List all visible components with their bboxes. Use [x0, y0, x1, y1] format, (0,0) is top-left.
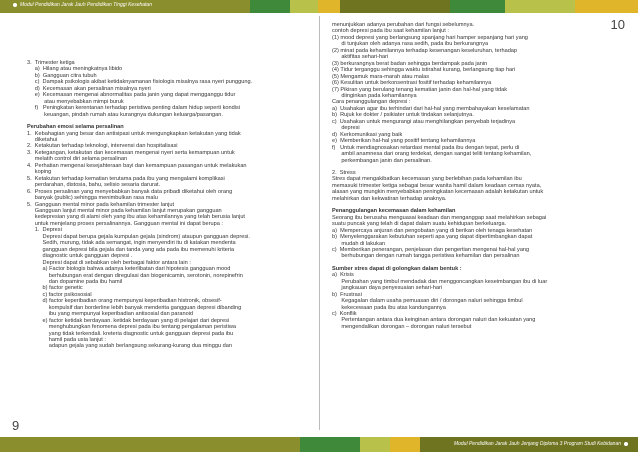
text-line: Seorang ibu berusaha menguasai keadaan dan menganggap saat melahirkan sebagai: [332, 214, 547, 221]
text-line: Cara penanggulangan depresi :: [332, 99, 411, 106]
text-line: gangguan depresi bila gejala dan tanda yang ada pada ibu memenuhi kriteria: [27, 246, 235, 253]
text-line: Depresi dapat berupa gejala kumpulan gejala (sindrom) ataupun gangguan depresi.: [27, 233, 250, 240]
text-line: menghubungkan fenomena depresi pada ibu tentang pengalaman peristiwa: [27, 324, 236, 331]
text-line: a) Usahakan agar ibu terhindari dari hal-hal yang membahayakan keselamatan: [332, 105, 530, 112]
text-line: c) factor psikososial: [27, 291, 92, 298]
text-line: atau menyebabkan mimpi buruk: [27, 98, 124, 105]
text-line: (5) Mengamuk mara-marah atau malas: [332, 73, 429, 80]
text-line: ibu yang mempunyai keperibadian antisosial dan paranoid: [27, 311, 194, 318]
text-line: (4) Tidur terganggu sehingga waktu istirahat kurang, berlangsung tiap hari: [332, 67, 516, 74]
text-line: melatih control diri selama persalinan: [27, 156, 128, 163]
text-line: a) Hilang atau meningkatnya libido: [27, 66, 123, 73]
text-line: b) Rujuk ke dokter / psikiater untuk tindakan selanjutnya.: [332, 112, 474, 119]
text-line: 5. Ketakutan terhadap kematian terutama pada ibu yang mengalami komplikasi: [27, 175, 225, 182]
text-line: 1. Kebahagian yang besar dan antisipasi untuk mengungkapkan ketakutan yang tidak: [27, 130, 241, 137]
page-divider: [319, 16, 320, 430]
text-line: alasan yang mungkin menyebabkan peningkatan kecemasan adalah ketakutan untuk: [332, 189, 544, 196]
section-heading: Sumber stres dapat di golongkan dalam bentuk :: [332, 265, 462, 272]
text-line: diagnostic untuk gangguan depresi .: [27, 253, 133, 260]
text-line: Depresi dapat di sebabkan oleh berbagai faktor antara lain :: [27, 259, 191, 266]
header-bar-green: [250, 0, 290, 13]
text-line: c) Dampak psikologis akibat ketidaknyamanan fisiologis misalnya rasa nyeri punggung.: [27, 79, 253, 86]
text-line: (1) mood depresi yang berlangsung spanjang hari hamper sepanjang hari yang: [332, 34, 528, 41]
text-line: (6) Kesulitan untuk berkonsentrasi fositif terhadap kehamilannya: [332, 80, 492, 87]
text-line: a) Krisis: [332, 272, 354, 279]
header-bar-lightgreen-2: [505, 0, 575, 13]
text-line: f) Peningkatan kerentanan terhadap peristiwa penting dalam hidup seperti kondisi: [27, 105, 241, 112]
text-line: kekecewaan pada ibu atas kandungannya: [332, 304, 446, 311]
section-heading: Perubahan emosi selama persalinan: [27, 124, 124, 131]
text-line: dan dopamine pada ibu hamil: [27, 278, 123, 285]
text-line: Pertentangan antara dua keinginan antara dorongan naluri dan kekuatan yang: [332, 317, 536, 324]
footer-bar-green: [300, 437, 360, 452]
text-line: 3. Ketegangan, ketakutan dan kecemasan mengenai nyeri serta kemampuan untuk: [27, 149, 235, 156]
text-line: e) Kecemasan mengenai abnormalitas pada janin yang dapat mengganggu tidur: [27, 92, 236, 99]
text-line: memasuki trimester ketiga sebagai besar wanita hamil dalam keadaan cemas nyata,: [332, 182, 542, 189]
footer-bar-lightgreen: [360, 437, 390, 452]
header-title-text: Modul Pendidikan Jarak Jauh Pendidikan Tinggi Kesehatan: [20, 2, 152, 8]
text-line: d) Kecemasan akan persalinan misalnya nyeri: [27, 85, 151, 92]
text-line: kompulsif dan borderline lebih banyak menderita gangguan depresi dibanding: [27, 304, 242, 311]
text-line: 3. Trimester ketiga: [27, 60, 75, 66]
text-line: 2. Ketakutan terhadap teknologi, intervensi dan hospitalisasi: [27, 143, 178, 150]
text-line: Perubahan yang timbul mendadak dan menggoncangkan keseimbangan ibu di luar: [332, 278, 548, 285]
text-line: e) Memberikan hal-hal yang positif tentang kehamilannya: [332, 138, 476, 145]
right-page-column: [332, 22, 617, 330]
text-line: menunjukkan adanya perubahan dari fungsi sebelumnya.: [332, 22, 475, 28]
text-line: b) Frustrasi: [332, 291, 362, 298]
text-line: aktifitas sehari-hari: [332, 54, 389, 61]
text-line: a) Mempercaya anjuran dan pengobatan yang di berikan oleh tenaga kesehatan: [332, 227, 533, 234]
page-number-right: 10: [610, 17, 625, 32]
text-line: (2) minat pada kehamilannya terhadap kesenangan keseluruhan, terhadap: [332, 47, 518, 54]
text-line: melahirkan dan kekwatiran terhadap anaknya.: [332, 195, 447, 202]
page-number-left: 9: [12, 418, 20, 433]
text-line: d) factor keperibadian orang mempunyai keperibadian histronik, obsesif-: [27, 298, 222, 305]
text-line: c) Memberikan penerangan, penjelasan dan pengertian mengenai hal-hal yang: [332, 246, 530, 253]
text-line: b) factor genetic: [27, 285, 83, 292]
text-line: (7) Pikiran yang berulang tenang kematian janin dan hal-hal yang tidak: [332, 86, 508, 93]
text-line: adapun gejala yang sudah berlangsung sekurang-kurang dua minggu dan: [27, 343, 232, 350]
text-line: 1. Depresi: [27, 227, 62, 234]
footer-bar-gold: [390, 437, 420, 452]
text-line: mengendalikan dorongan – dorongan naluri tersebut: [332, 323, 472, 330]
text-line: contoh depresi pada ibu saat kehamilan lanjut :: [332, 28, 449, 35]
text-line: diinginkan pada kehamilannya: [332, 92, 417, 99]
text-line: depresi: [332, 125, 360, 132]
text-line: c) Konflik: [332, 311, 357, 318]
text-line: c) Usahakan untuk mengurangi atau menghilangkan penyebab terjadinya: [332, 118, 516, 125]
text-line: 5. Gangguan mental minor pada kehamilan trimester lanjut: [27, 201, 175, 208]
text-line: untuk menjelang proses persalinannya. Gangguan mental ini dapat berupa :: [27, 220, 223, 227]
footer-bar-olive: [0, 437, 300, 452]
text-line: Sedih, murung, tidak ada semangat, ingin menyendiri itu di katakan mendenta: [27, 240, 236, 247]
text-line: Stres dapat mengakibatkan kecemasan yang berlebihan pada kehamilan ibu: [332, 176, 522, 183]
bullet-icon: [624, 442, 628, 446]
header-running-title: [13, 2, 152, 8]
text-line: 2. Stress: [332, 169, 356, 176]
text-line: Gangguan lanjut mental minor pada kehamilan lanjut merupakan gangguan: [27, 207, 222, 214]
text-line: mudah di lakukan: [332, 240, 386, 247]
text-line: di tunjukan oleh adanya rasa sedih, pada ibu berkurangnya: [332, 41, 489, 48]
section-heading: Penanggulangan kecemasan dalam kehamilan: [332, 208, 456, 215]
footer-running-title: [454, 441, 628, 447]
header-bar-gold: [318, 0, 340, 13]
text-line: yang tidak terkendali. kreteria diagnostic untuk gangguan depresi pada ibu: [27, 330, 234, 337]
text-line: berhubungan erat dengan diregulasi dan biogenicamin, serotonin, norepinefrin: [27, 272, 243, 279]
header-bar-lightgreen: [290, 0, 318, 13]
text-line: f) Untuk mendiagnosakan retardasi mental pada ibu dengan tepat, perlu di: [332, 144, 520, 151]
text-line: 6. Proses persalinan yang menyebabkan banyak data pribadi diketahui oleh orang: [27, 188, 233, 195]
text-line: kedepresian yang di alami oleh yang ibu atas kehamilannya yang telah berusia lanjut: [27, 214, 245, 221]
text-line: berhubungan dengan rumah tangga peristiwa kehamilan dan persalinan: [332, 253, 520, 260]
bullet-icon: [13, 3, 17, 7]
text-line: koping: [27, 169, 52, 176]
header-bar-olive-dark: [340, 0, 450, 13]
text-line: (3) berkurangnya berat badan sehingga berdampak pada janin: [332, 60, 488, 67]
left-page-column: [27, 60, 307, 350]
text-line: perdarahan, distosia, bahu, selisio sesaria darurat.: [27, 182, 161, 189]
text-line: 4. Perhatian mengenai kesejahteraan bayi dan kemampuan pasangan untuk melakukan: [27, 162, 247, 169]
text-line: keuangan, pindah rumah atau kurangnya dukungan keluarga/pasangan.: [27, 111, 223, 118]
header-bar-gold-2: [575, 0, 638, 13]
text-line: Kegagalan dalam usaha pemuasan diri / dorongan naluri sehingga timbul: [332, 298, 523, 305]
text-line: e) factor ketidak berdayaan. ketidak berdayaan yang di pelajari dari depresi: [27, 317, 230, 324]
text-line: b) Gangguan citra tubuh: [27, 72, 97, 79]
text-line: jangkauan daya penyesuaian sehari-hari: [332, 285, 443, 292]
text-line: suatu puncak yang telah di dapat dalam suatu kehidupan berkeluarga.: [332, 221, 507, 228]
header-bar-green-2: [450, 0, 505, 13]
text-line: d) Kerkomunikasi yang baik: [332, 131, 403, 138]
text-line: a) Factor biologis bahwa adanya keterlibatan dari hipotesis gangguan mood: [27, 266, 231, 273]
text-line: diketahui: [27, 136, 58, 143]
footer-title-text: Modul Pendidikan Jarak Jauh Jenjang Diploma 3 Program Studi Kebidanan: [453, 441, 621, 447]
text-line: hamil pada usia lanjut :: [27, 337, 106, 344]
text-line: b) Menyelenggarakan kebutuhan seperti apa yang dapat dipertimbangkan dapat: [332, 234, 533, 241]
text-line: ambil anamnesa dari orang terdekat, dengan sangat teliti tentang kehamilan,: [332, 151, 532, 158]
text-line: banyak (public) sehingga menimbulkan rasa malu: [27, 195, 158, 202]
text-line: perkembangan janin dan persalinan.: [332, 157, 432, 164]
